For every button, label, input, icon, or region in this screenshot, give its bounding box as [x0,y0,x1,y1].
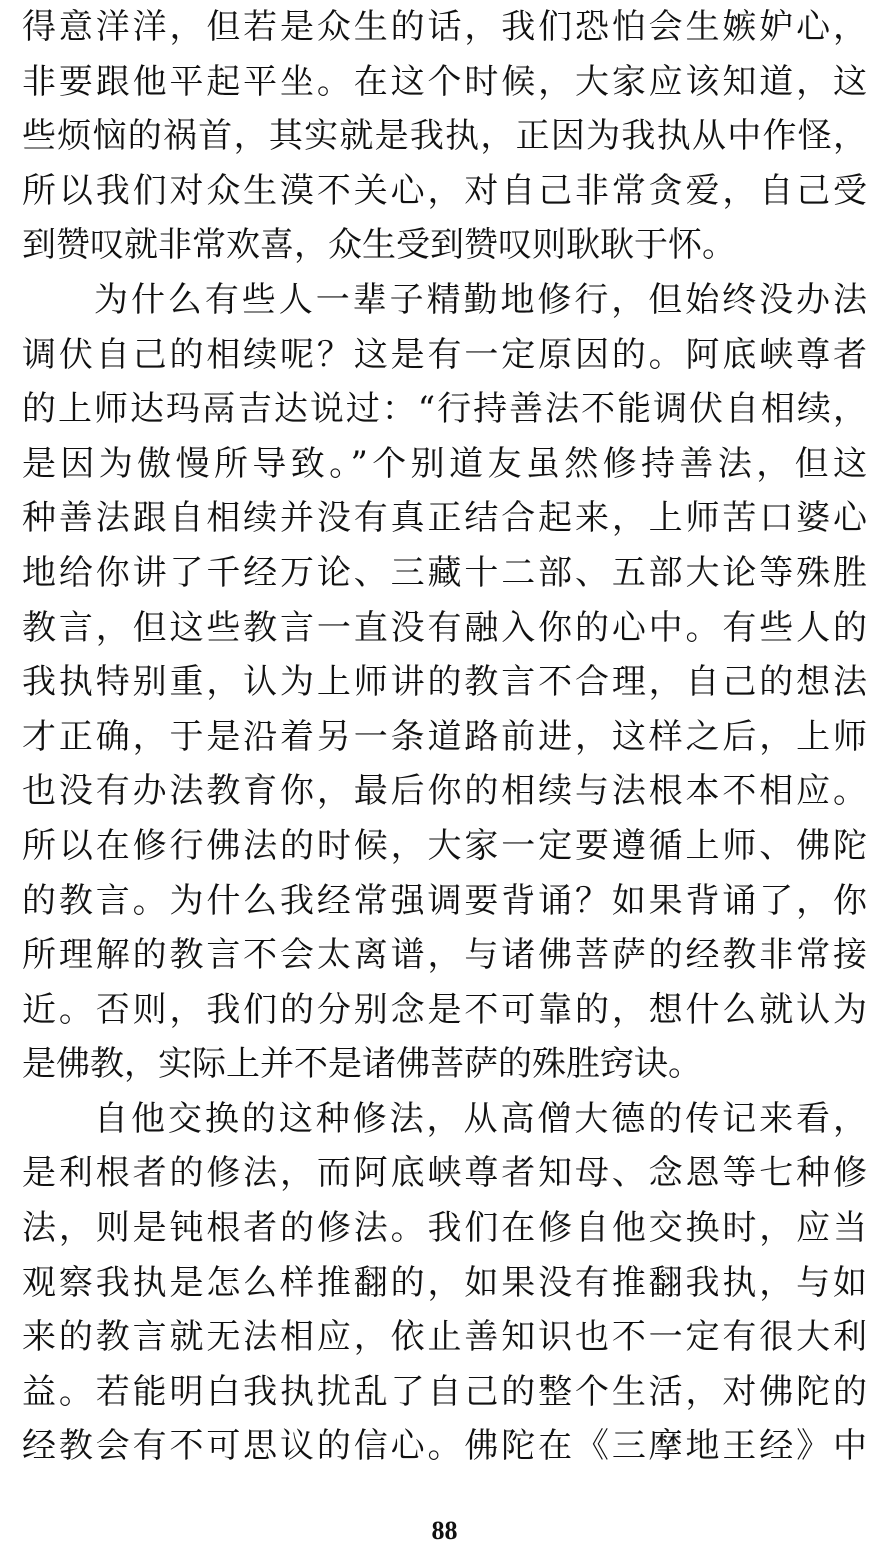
paragraph-start-line: 自他交换的这种修法，从高僧大德的传记来看， [94,1098,867,1139]
text-line: 我执特别重，认为上师讲的教言不合理，自己的想法 [22,662,867,703]
text-line: 是因为傲慢所导致。”个别道友虽然修持善法，但这 [22,443,867,484]
text-line: 法，则是钝根者的修法。我们在修自他交换时，应当 [22,1208,867,1249]
text-line: 益。若能明白我执扰乱了自己的整个生活，对佛陀的 [22,1371,867,1412]
text-line: 调伏自己的相续呢？这是有一定原因的。阿底峡尊者 [22,334,867,375]
text-line: 来的教言就无法相应，依止善知识也不一定有很大利 [22,1317,867,1358]
text-line: 地给你讲了千经万论、三藏十二部、五部大论等殊胜 [22,552,867,593]
text-line: 的上师达玛鬲吉达说过：“行持善法不能调伏自相续， [22,389,867,430]
text-line: 的教言。为什么我经常强调要背诵？如果背诵了，你 [22,880,867,921]
text-line: 到赞叹就非常欢喜，众生受到赞叹则耿耿于怀。 [22,225,736,266]
text-line: 也没有办法教育你，最后你的相续与法根本不相应。 [22,771,867,812]
text-line: 所以在修行佛法的时候，大家一定要遵循上师、佛陀 [22,825,867,866]
text-line: 是佛教，实际上并不是诸佛菩萨的殊胜窍诀。 [22,1044,702,1085]
text-line: 得意洋洋，但若是众生的话，我们恐怕会生嫉妒心， [22,7,867,47]
text-line: 才正确，于是沿着另一条道路前进，这样之后，上师 [22,716,867,757]
text-line: 所以我们对众生漠不关心，对自己非常贪爱，自己受 [22,170,867,211]
text-line: 经教会有不可思议的信心。佛陀在《三摩地王经》中 [22,1426,867,1467]
text-line: 教言，但这些教言一直没有融入你的心中。有些人的 [22,607,867,648]
text-line: 是利根者的修法，而阿底峡尊者知母、念恩等七种修 [22,1153,867,1194]
body-text [22,0,867,1474]
page-number: 88 [431,1516,458,1545]
text-line: 非要跟他平起平坐。在这个时候，大家应该知道，这 [22,61,867,102]
text-line: 种善法跟自相续并没有真正结合起来，上师苦口婆心 [22,498,867,539]
text-line: 所理解的教言不会太离谱，与诸佛菩萨的经教非常接 [22,935,867,976]
paragraph-start-line: 为什么有些人一辈子精勤地修行，但始终没办法 [94,279,867,320]
text-line: 近。否则，我们的分别念是不可靠的，想什么就认为 [22,989,867,1030]
text-line: 观察我执是怎么样推翻的，如果没有推翻我执，与如 [22,1262,867,1303]
text-line: 些烦恼的祸首，其实就是我执，正因为我执从中作怪， [22,116,867,157]
